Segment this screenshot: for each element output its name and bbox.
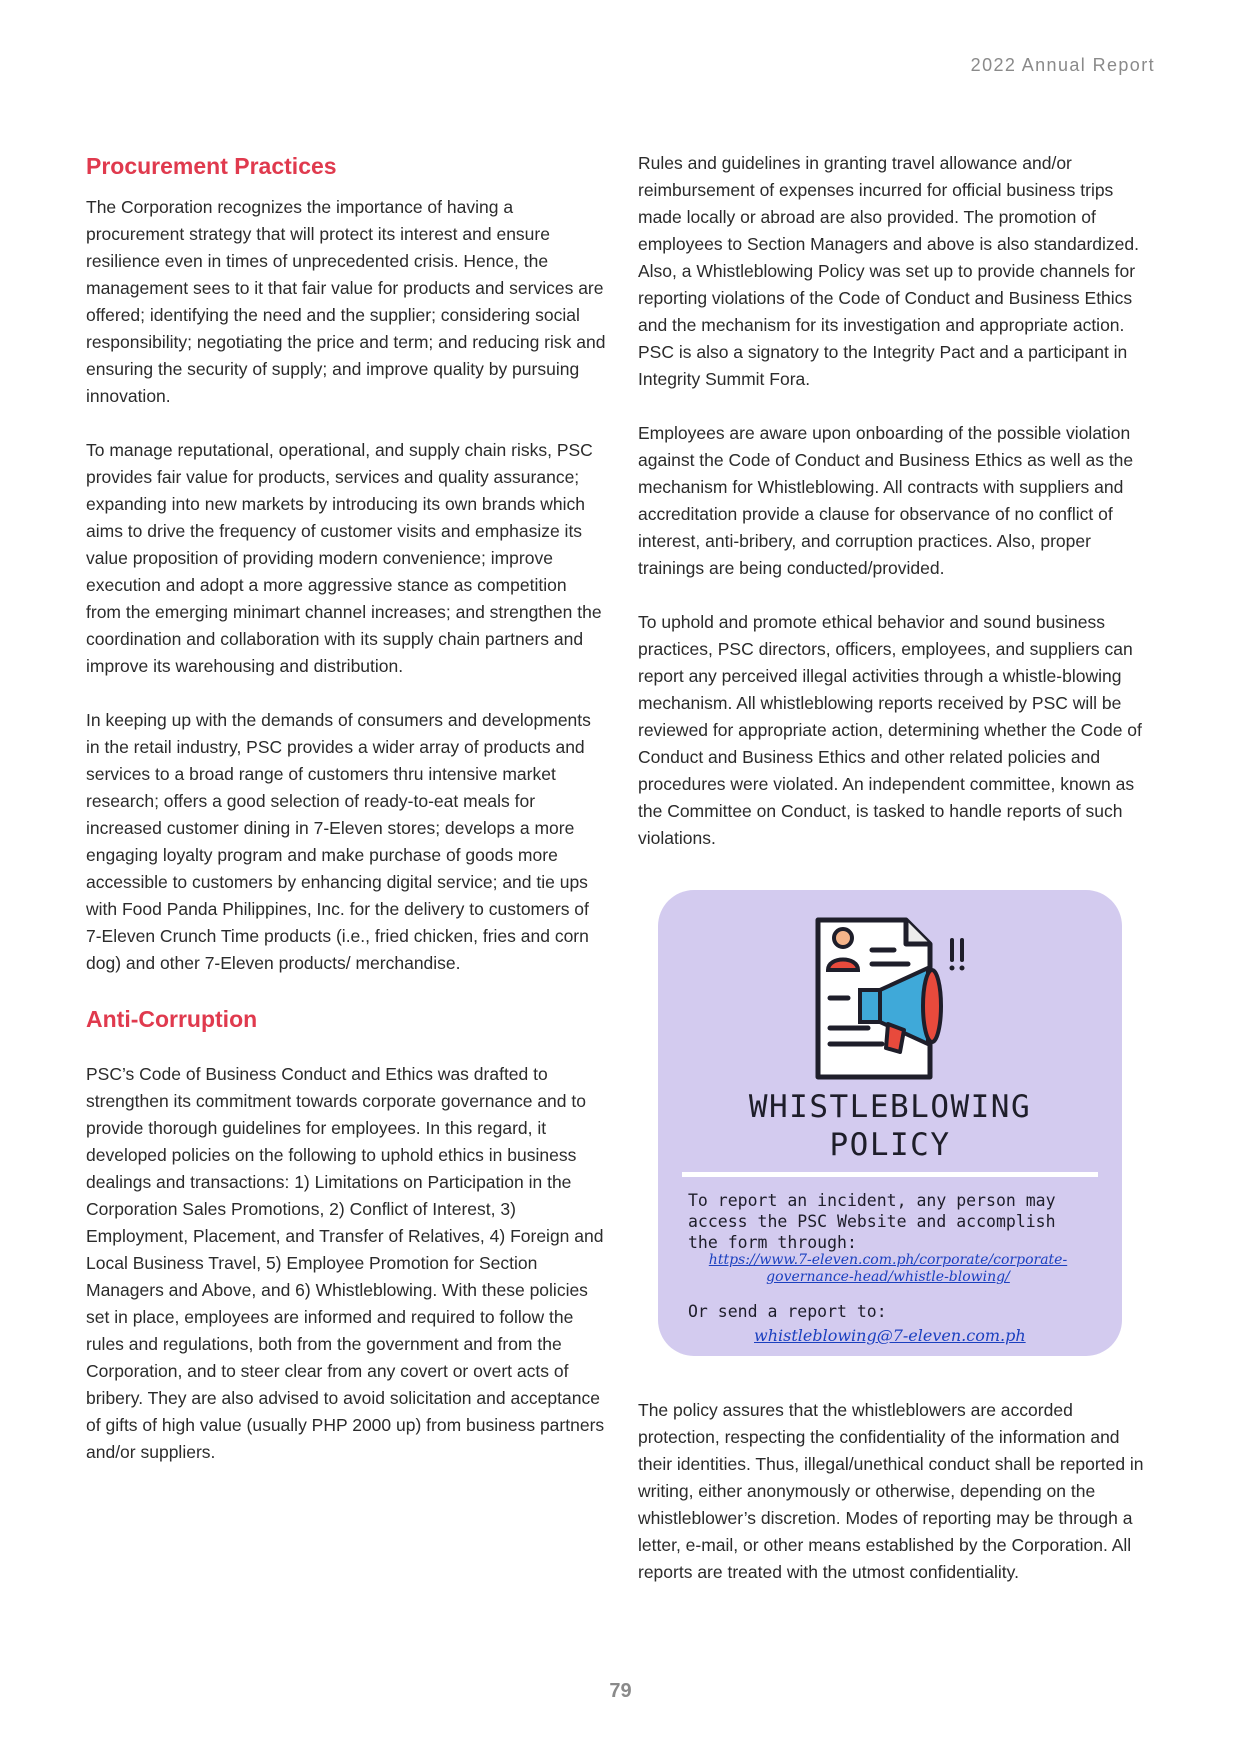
- paragraph-code-of-conduct: PSC’s Code of Business Conduct and Ethics was drafted to strengthen its commitment towards corporate governance and to provide thorough guidelines for employees. In this regard, it developed policies on the following to uphold ethics in business dealings and transactions: 1) Limitations on Participation in the Corporation Sales Promotions, 2) Conflict of Interest, 3) Employment, Placement, and Transfer of Relatives, 4) Foreign and Local Business Travel, 5) Employee Promotion for Section Managers and Above, and 6) Whistleblowing. With these policies set in place, employees are informed and required to follow the rules and regulations, both from the government and from the Corporation, and to steer clear from any covert or overt acts of bribery. They are also advised to avoid solicitation and acceptance of gifts of high value (usually PHP 2000 up) from business partners and/or suppliers.: [86, 1064, 605, 1462]
- paragraph-employee-onboarding: Employees are aware upon onboarding of the possible violation against the Code of Conduct and Business Ethics as well as the mechanism for Whistleblowing. All contracts with suppliers and accreditation provide a clause for observance of no conflict of interest, anti-bribery, and corruption practices. Also, proper trainings are being conducted/provided.: [638, 423, 1134, 578]
- link-line2[interactable]: governance-head/whistle-blowing/: [766, 1269, 1010, 1285]
- policy-title: [658, 1088, 1122, 1164]
- report-title: 2022 Annual Report: [970, 55, 1155, 75]
- right-column: [638, 150, 1158, 852]
- paragraph-consumer-demands: In keeping up with the demands of consumers and developments in the retail industry, PSC provides a wider array of products and services to a broad range of customers thru intensive market research; offers a good selection of ready-to-eat meals for increased customer dining in 7-Eleven stores; develops a more engaging loyalty program and make purchase of goods more accessible to customers by enhancing digital service; and tie ups with Food Panda Philippines, Inc. for the delivery to customers of 7-Eleven Crunch Time products (i.e., fried chicken, fries and corn dog) and other 7-Eleven products/ merchandise.: [86, 710, 591, 973]
- paragraph-whistleblower-protection: The policy assures that the whistleblowers are accorded protection, respecting the confidentiality of the information and their identities. Thus, illegal/unethical conduct shall be reported in writing, either anonymously or otherwise, depending on the whistleblower’s discretion. Modes of reporting may be through a letter, e-mail, or other means established by the Corporation. All reports are treated with the utmost confidentiality.: [638, 1400, 1144, 1582]
- whistleblowing-email-link[interactable]: whistleblowing@7-eleven.com.ph: [754, 1326, 1026, 1345]
- right-column-bottom: [638, 1397, 1158, 1586]
- whistle-blowing-form-link[interactable]: [688, 1252, 1088, 1286]
- policy-title-line2: POLICY: [829, 1127, 951, 1163]
- document-megaphone-icon: [808, 912, 978, 1087]
- policy-title-line1: WHISTLEBLOWING: [748, 1089, 1032, 1125]
- heading-procurement-practices: Procurement Practices: [86, 153, 337, 179]
- paragraph-procurement-strategy: The Corporation recognizes the importance of having a procurement strategy that will protect its interest and ensure resilience even in times of unprecedented crisis. Hence, the management sees to it that fair value for products and services are offered; identifying the need and the supplier; considering social responsibility; negotiating the price and term; and reducing risk and ensuring the security of supply; and improve quality by pursuing innovation.: [86, 197, 606, 406]
- left-column: [86, 150, 606, 1466]
- policy-instruction: To report an incident, any person may access the PSC Website and accomplish the form through:: [688, 1191, 1056, 1252]
- paragraph-supply-chain-risks: To manage reputational, operational, and supply chain risks, PSC provides fair value for products, services and quality assurance; expanding into new markets by introducing its own brands which aims to drive the frequency of customer visits and emphasize its value proposition of providing modern convenience; improve execution and adopt a more aggressive stance as competition from the emerging minimart channel increases; and strengthen the coordination and collaboration with its supply chain partners and improve its warehousing and distribution.: [86, 440, 602, 676]
- policy-or-text: Or send a report to:: [688, 1302, 887, 1321]
- heading-anti-corruption: Anti-Corruption: [86, 1006, 258, 1032]
- policy-divider: [682, 1172, 1098, 1177]
- link-line1[interactable]: https://www.7-eleven.com.ph/corporate/corporate-: [708, 1252, 1068, 1268]
- paragraph-whistleblowing-mechanism: To uphold and promote ethical behavior and sound business practices, PSC directors, officers, employees, and suppliers can report any perceived illegal activities through a whistle-blowing mechanism. All whistleblowing reports received by PSC will be reviewed for appropriate action, determining whether the Code of Conduct and Business Ethics and other related policies and procedures were violated. An independent committee, known as the Committee on Conduct, is tasked to handle reports of such violations.: [638, 612, 1142, 848]
- whistleblowing-policy-card: [658, 890, 1122, 1356]
- page-number: 79: [609, 1680, 632, 1702]
- paragraph-travel-guidelines: Rules and guidelines in granting travel allowance and/or reimbursement of expenses incurred for official business trips made locally or abroad are also provided. The promotion of employees to Section Managers and above is also standardized. Also, a Whistleblowing Policy was set up to provide channels for reporting violations of the Code of Conduct and Business Ethics and the mechanism for its investigation and appropriate action. PSC is also a signatory to the Integrity Pact and a participant in Integrity Summit Fora.: [638, 153, 1139, 389]
